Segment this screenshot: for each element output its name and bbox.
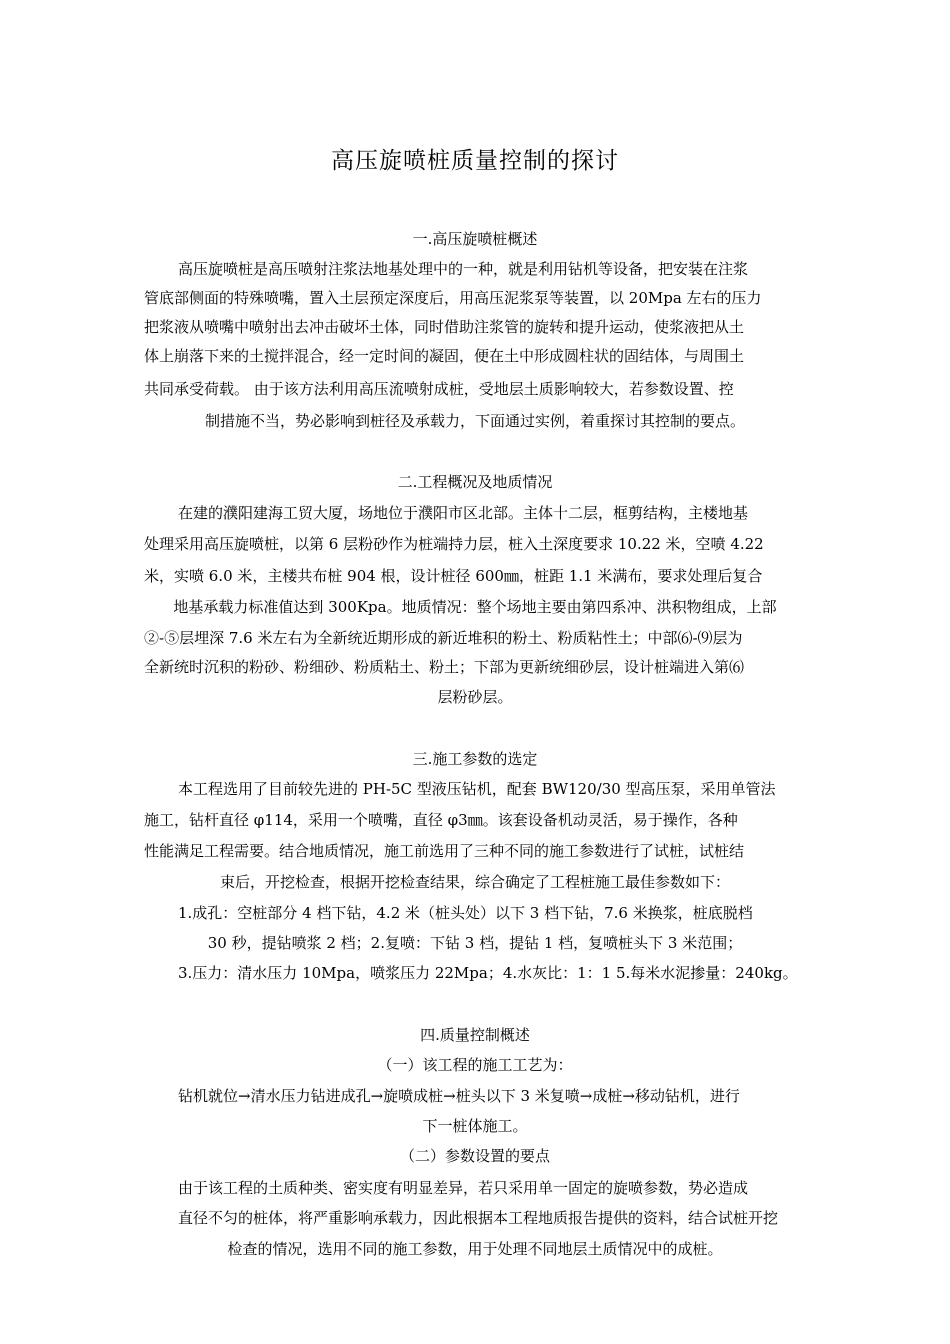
section-heading: 二.工程概况及地质情况 — [397, 473, 553, 491]
paragraph-line: 在建的濮阳建海工贸大厦，场地位于濮阳市区北部。主体十二层，框剪结构，主楼地基 — [178, 504, 749, 522]
paragraph-line: 检查的情况，选用不同的施工参数，用于处理不同地层土质情况中的成桩。 — [227, 1240, 723, 1258]
paragraph-line: 把浆液从喷嘴中喷射出去冲击破坏土体，同时借助注浆管的旋转和提升运动，使浆液把从土 — [144, 318, 745, 336]
paragraph-line: 地基承载力标准值达到 300Kpa。地质情况：整个场地主要由第四系冲、洪积物组成，上部 — [173, 598, 777, 616]
paragraph-line: 本工程选用了目前较先进的 PH-5C 型液压钻机，配套 BW120/30 型高压泵，采用单管法 — [178, 780, 776, 798]
paragraph-line: 米，实喷 6.0 米，主楼共布桩 904 根，设计桩径 600㎜，桩距 1.1 米满布，要求处理后复合 — [144, 567, 763, 585]
paragraph-line: 共同承受荷载。 由于该方法利用高压流喷射成桩，受地层土质影响较大，若参数设置、控 — [144, 380, 734, 398]
paragraph-line: ②-⑤层埋深 7.6 米左右为全新统近期形成的新近堆积的粉土、粉质粘性土；中部⑹-⑼层为 — [144, 629, 743, 647]
paragraph-line: 体上崩落下来的土搅拌混合，经一定时间的凝固，便在土中形成圆柱状的固结体，与周围土 — [144, 347, 745, 365]
paragraph-line: 处理采用高压旋喷桩，以第 6 层粉砂作为桩端持力层，桩入土深度要求 10.22 米，空喷 4.22 — [144, 535, 764, 553]
paragraph-line: 30 秒，提钻喷浆 2 档；2.复喷：下钻 3 档，提钻 1 档，复喷桩头下 3 米范围； — [207, 934, 743, 952]
paragraph-line: 下一桩体施工。 — [422, 1117, 528, 1135]
subsection-heading: （一）该工程的施工工艺为： — [377, 1056, 573, 1074]
paragraph-line: 直径不匀的桩体，将严重影响承载力，因此根据本工程地质报告提供的资料，结合试桩开挖 — [178, 1209, 779, 1227]
paragraph-line: 3.压力：清水压力 10Mpa，喷浆压力 22Mpa；4.水灰比：1：1 5.每米水泥掺量：240kg。 — [178, 964, 798, 982]
paragraph-line: 全新统时沉积的粉砂、粉细砂、粉质粘土、粉土；下部为更新统细砂层，设计桩端进入第⑹ — [144, 658, 745, 676]
paragraph-line: 施工，钻杆直径 φ114，采用一个喷嘴，直径 φ3㎜。该套设备机动灵活，易于操作，各种 — [144, 811, 738, 829]
paragraph-line: 制措施不当，势必影响到桩径及承载力，下面通过实例，着重探讨其控制的要点。 — [204, 412, 745, 430]
paragraph-line: 钻机就位→清水压力钻进成孔→旋喷成桩→桩头以下 3 米复喷→成桩→移动钻机，进行 — [178, 1087, 740, 1105]
section-heading: 四.质量控制概述 — [420, 1026, 530, 1044]
document-title: 高压旋喷桩质量控制的探讨 — [331, 148, 619, 174]
section-heading: 一.高压旋喷桩概述 — [412, 230, 538, 248]
paragraph-line: 1.成孔：空桩部分 4 档下钻，4.2 米（桩头处）以下 3 档下钻，7.6 米换浆，桩底脱档 — [178, 904, 753, 922]
paragraph-line: 管底部侧面的特殊喷嘴，置入土层预定深度后，用高压泥浆泵等装置，以 20Mpa 左右的压力 — [144, 289, 762, 307]
paragraph-line: 高压旋喷桩是高压喷射注浆法地基处理中的一种，就是利用钻机等设备，把安装在注浆 — [178, 260, 749, 278]
subsection-heading: （二）参数设置的要点 — [399, 1147, 550, 1165]
paragraph-line: 性能满足工程需要。结合地质情况，施工前选用了三种不同的施工参数进行了试桩，试桩结 — [144, 842, 745, 860]
section-heading: 三.施工参数的选定 — [412, 750, 538, 768]
paragraph-line: 由于该工程的土质种类、密实度有明显差异，若只采用单一固定的旋喷参数，势必造成 — [178, 1179, 749, 1197]
paragraph-line: 束后，开挖检查，根据开挖检查结果，综合确定了工程桩施工最佳参数如下： — [219, 873, 730, 891]
paragraph-line: 层粉砂层。 — [437, 688, 513, 706]
